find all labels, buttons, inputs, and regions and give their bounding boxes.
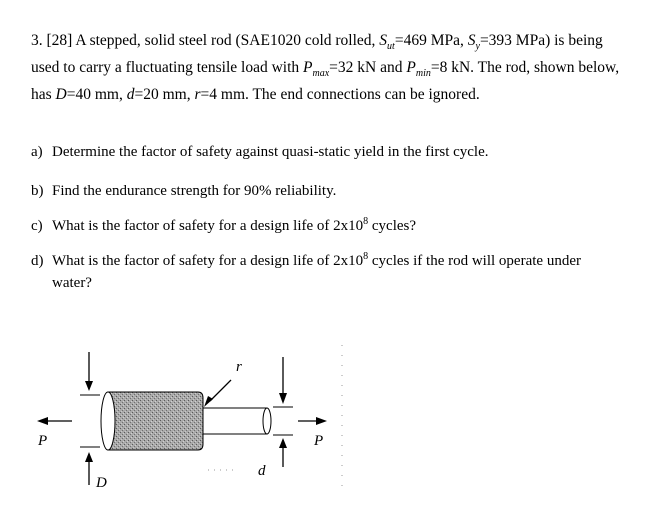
problem-line-3: has D=40 mm, d=20 mm, r=4 mm. The end connections can be ignored. — [31, 86, 480, 103]
fillet-radius-arrow — [204, 380, 231, 407]
question-c: c) What is the factor of safety for a design life of $2x10^8$ cycles? — [31, 215, 631, 237]
question-text: What is the factor of safety for a design life of 2x10 — [52, 218, 364, 234]
question-a — [31, 141, 631, 163]
label-P-right: P — [314, 433, 324, 449]
problem-line-2: used to carry a fluctuating tensile load with $P_{max}=32$ kN and $P_{min}=8$ kN. The rod, shown below, — [31, 59, 620, 80]
label-P-left: P — [38, 433, 48, 449]
dimension-d-arrows — [273, 357, 293, 467]
question-text: Determine the factor of safety against quasi-static yield in the first cycle. — [52, 144, 489, 160]
question-d: d) What is the factor of safety for a design life of $2x10^8$ cycles if the rod will operate under water? — [31, 250, 631, 294]
question-b — [31, 180, 631, 202]
problem-points: [28] — [46, 32, 73, 49]
question-text: What is the factor of safety for a design life of 2x10 — [52, 253, 364, 269]
label-D: D — [96, 475, 107, 491]
rod-large-section — [101, 392, 203, 450]
problem-number: 3. — [31, 32, 43, 49]
dimension-D-arrows — [80, 352, 100, 485]
rod-small-section — [203, 408, 271, 434]
question-label: a) — [31, 144, 43, 160]
question-label: d) — [31, 253, 44, 269]
label-d: d — [258, 463, 266, 479]
load-arrow-left — [37, 417, 72, 425]
problem-line-1: 3. [28] A stepped, solid steel rod (SAE1020 cold rolled, $S_{ut}=469$ MPa, $S_y=393$ MPa) is being — [31, 32, 603, 53]
question-label: b) — [31, 183, 44, 199]
label-r: r — [236, 359, 242, 375]
problem-statement — [31, 27, 641, 108]
question-text: Find the endurance strength for 90% reliability. — [52, 183, 337, 199]
stepped-rod-figure — [0, 330, 654, 526]
question-text-continued: water? — [52, 275, 92, 291]
question-label: c) — [31, 218, 43, 234]
load-arrow-right — [298, 417, 327, 425]
